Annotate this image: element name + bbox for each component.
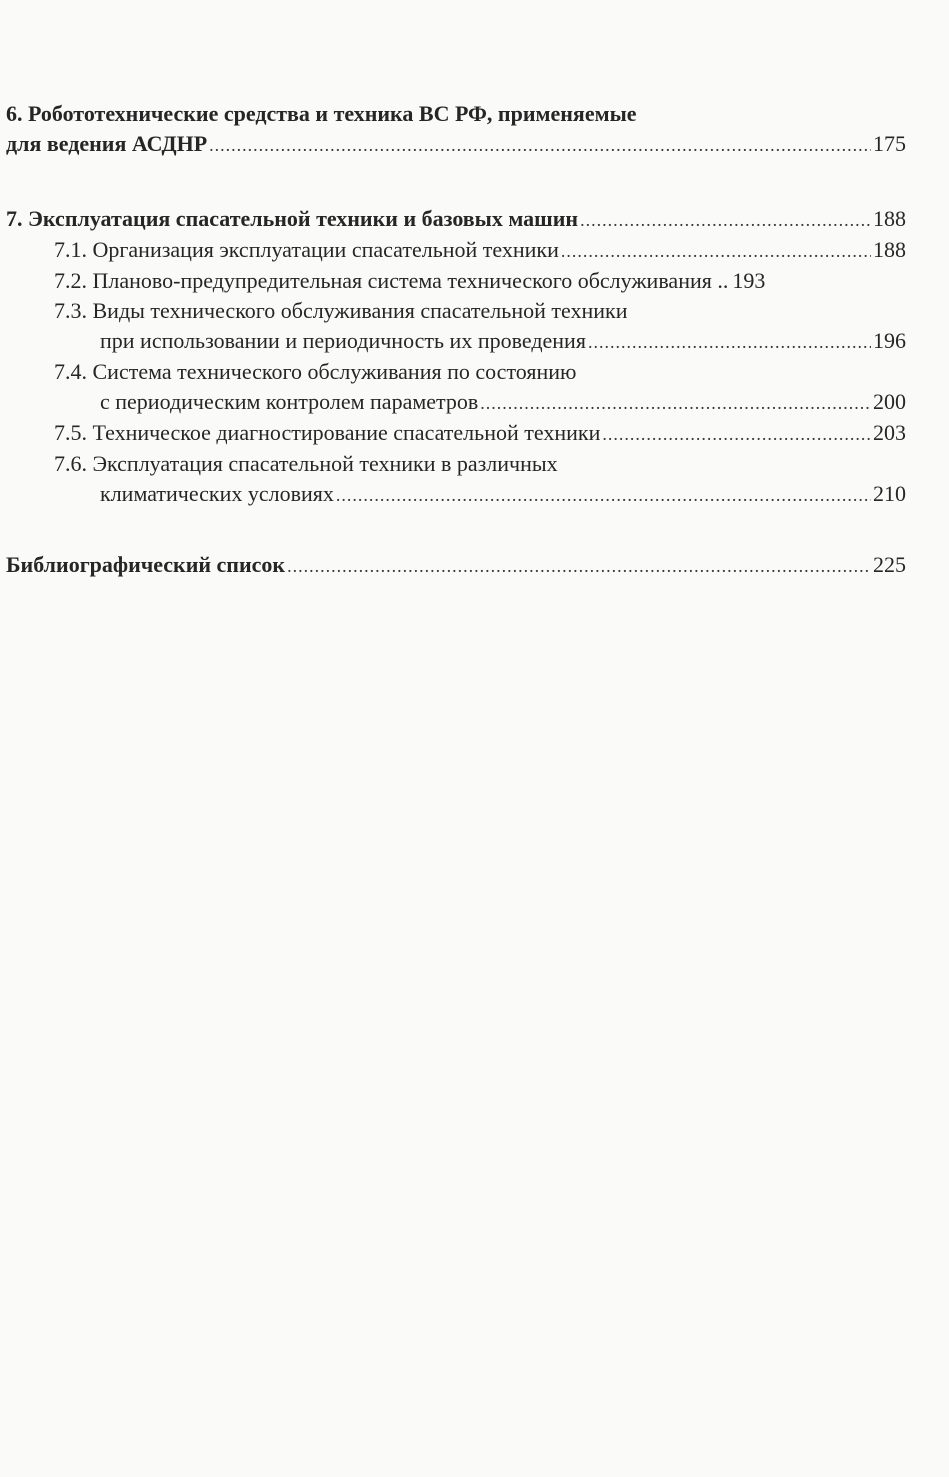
chapter-7-page-number: 188 xyxy=(873,206,906,231)
section-7-2-title: 7.2. Планово-предупредительная система технического обслуживания .. xyxy=(54,268,729,293)
toc-entry-bibliography xyxy=(6,550,906,581)
toc-entry-section-7-1 xyxy=(6,235,906,266)
chapter-6-page-number: 175 xyxy=(873,131,906,156)
section-7-3-title-line-2: при использовании и периодичность их проведения xyxy=(100,328,586,353)
section-7-3-page-number: 196 xyxy=(873,328,906,353)
dot-leader xyxy=(602,419,871,449)
section-7-1-page-number: 188 xyxy=(873,237,906,262)
toc-entry-chapter-6 xyxy=(6,99,906,160)
section-7-5-page-number: 203 xyxy=(873,420,906,445)
chapter-6-title-line-1: 6. Робототехнические средства и техника ВС РФ, применяемые xyxy=(6,101,637,126)
section-7-6-page-number: 210 xyxy=(873,481,906,506)
section-7-5-title: 7.5. Техническое диагностирование спасательной техники xyxy=(54,420,601,445)
dot-leader xyxy=(561,236,871,266)
toc-entry-section-7-6 xyxy=(6,449,906,510)
bibliography-title: Библиографический список xyxy=(6,552,286,577)
toc-entry-section-7-5 xyxy=(6,418,906,449)
section-7-2-page-number: 193 xyxy=(732,268,766,293)
section-7-4-title-line-1: 7.4. Система технического обслуживания по состоянию xyxy=(54,359,577,384)
bibliography-page-number: 225 xyxy=(873,552,906,577)
section-7-4-title-line-2: с периодическим контролем параметров xyxy=(100,389,479,414)
dot-leader xyxy=(336,480,871,510)
chapter-7-title: 7. Эксплуатация спасательной техники и базовых машин xyxy=(6,206,579,231)
section-7-6-title-line-1: 7.6. Эксплуатация спасательной техники в различных xyxy=(54,451,558,476)
dot-leader xyxy=(287,551,871,581)
section-7-1-title: 7.1. Организация эксплуатации спасательной техники xyxy=(54,237,559,262)
chapter-6-title-line-2: для ведения АСДНР xyxy=(6,131,208,156)
dot-leader xyxy=(588,327,871,357)
section-7-3-title-line-1: 7.3. Виды технического обслуживания спасательной техники xyxy=(54,298,628,323)
table-of-contents xyxy=(6,99,906,581)
toc-entry-section-7-2 xyxy=(6,266,906,296)
toc-entry-section-7-3 xyxy=(6,296,906,357)
dot-leader xyxy=(580,205,871,235)
section-7-4-page-number: 200 xyxy=(873,389,906,414)
section-7-6-title-line-2: климатических условиях xyxy=(100,481,334,506)
dot-leader xyxy=(480,388,871,418)
dot-leader xyxy=(209,130,871,160)
toc-entry-chapter-7 xyxy=(6,204,906,235)
toc-entry-section-7-4 xyxy=(6,357,906,418)
